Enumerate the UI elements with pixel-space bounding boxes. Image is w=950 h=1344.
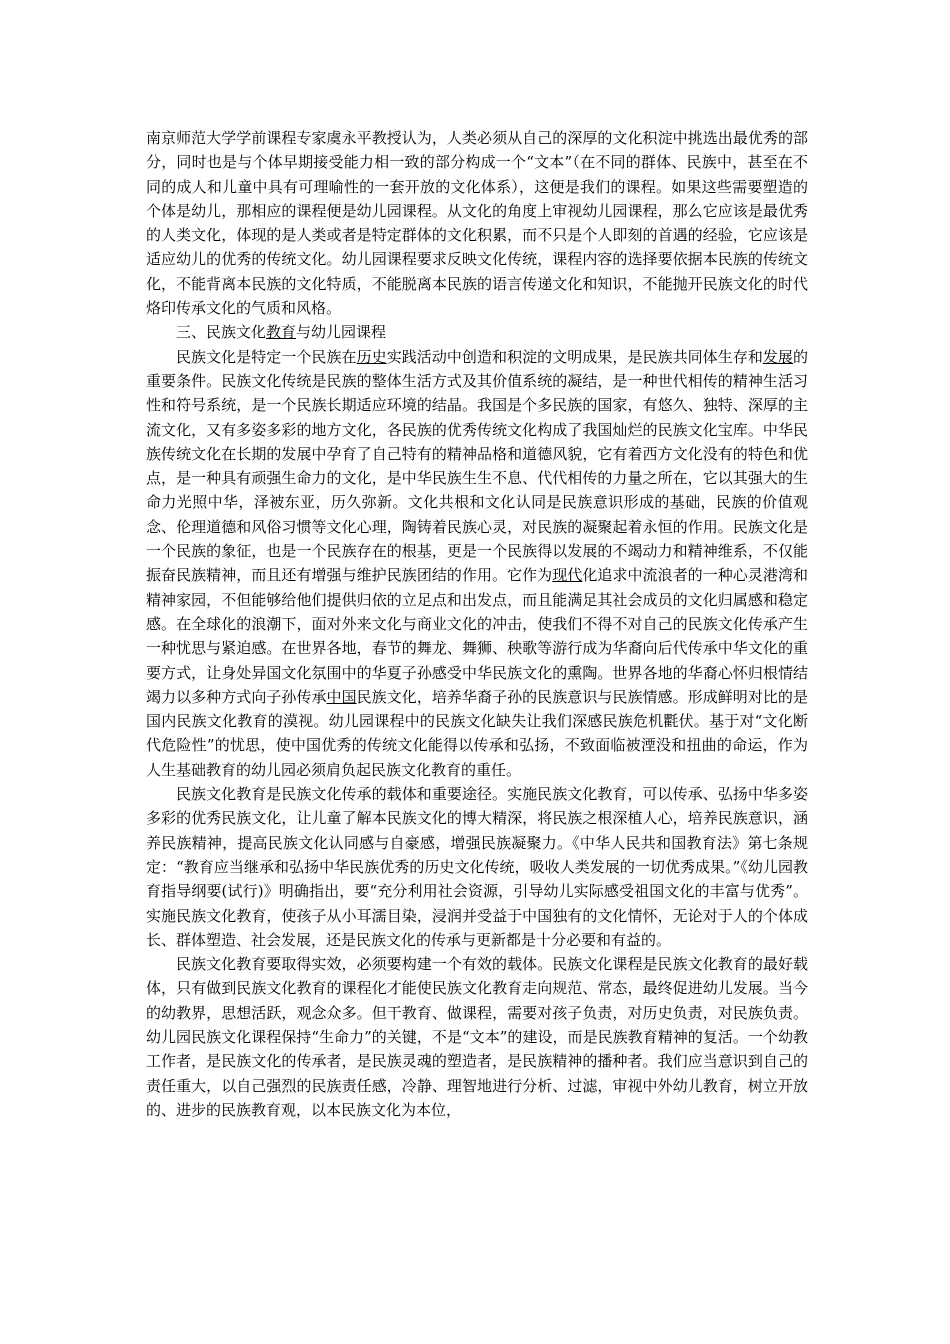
paragraph-2-text-4: 化追求中流浪者的一种心灵港湾和精神家园，不但能够给他们提供归依的立足点和出发点，而且能满足其社会成员的文化归属感和稳定感。在全球化的浪潮下，面对外来文化与商业文化的冲击，使我们不得不对自己的民族文化传承产生一种忧思与紧迫感。在世界各地，春节的舞龙、舞狮、秧歌等游行成为华裔向后代传承中华文化的重要方式，让身处异国文化氛围中的华夏子孙感受中华民族文化的熏陶。世界各地的华裔心怀归根情结竭力以多种方式向子孙传承 — [146, 566, 808, 706]
heading-text-end: 与幼儿园课程 — [296, 323, 387, 342]
link-history[interactable]: 历史 — [356, 347, 387, 366]
paragraph-4: 民族文化教育要取得实效，必须要构建一个有效的载体。民族文化课程是民族文化教育的最好载体，只有做到民族文化教育的课程化才能使民族文化教育走向规范、常态，最终促进幼儿发展。当今的幼教界，思想活跃，观念众多。但干教育、做课程，需要对孩子负责，对历史负责，对民族负责。幼儿园民族文化课程保持“生命力”的关键，不是“文本”的建设，而是民族教育精神的复活。一个幼教工作者，是民族文化的传承者，是民族灵魂的塑造者，是民族精神的播种者。我们应当意识到自己的责任重大，以自己强烈的民族责任感，冷静、理智地进行分析、过滤，审视中外幼儿教育，树立开放的、进步的民族教育观，以本民族文化为本位， — [146, 955, 808, 1119]
document-body — [146, 126, 808, 1122]
paragraph-2-text-3: 的重要条件。民族文化传统是民族的整体生活方式及其价值系统的凝结，是一种世代相传的精神生活习性和符号系统，是一个民族长期适应环境的结晶。我国是个多民族的国家，有悠久、独特、深厚的主流文化，又有多姿多彩的地方文化，各民族的优秀传统文化构成了我国灿烂的民族文化宝库。中华民族传统文化在长期的发展中孕育了自己特有的精神品格和道德风貌，它有着西方文化没有的特色和优点，是一种具有顽强生命力的文化，是中华民族生生不息、代代相传的力量之所在，它以其强大的生命力光照中华，泽被东亚，历久弥新。文化共根和文化认同是民族意识形成的基础，民族的价值观念、伦理道德和风俗习惯等文化心理，陶铸着民族心灵，对民族的凝聚起着永恒的作用。民族文化是一个民族的象征，也是一个民族存在的根基，更是一个民族得以发展的不竭动力和精神维系，不仅能振奋民族精神，而且还有增强与维护民族团结的作用。它作为 — [146, 347, 808, 585]
link-china[interactable]: 中国 — [326, 687, 357, 706]
paragraph-2 — [146, 345, 808, 782]
link-development[interactable]: 发展 — [762, 347, 793, 366]
link-modern[interactable]: 现代 — [552, 566, 583, 585]
paragraph-2-text-2: 实践活动中创造和积淀的文明成果，是民族共同体生存和 — [386, 347, 763, 366]
paragraph-2-text-1: 民族文化是特定一个民族在 — [176, 347, 357, 366]
heading-link-education[interactable]: 教育 — [266, 323, 297, 342]
paragraph-1: 南京师范大学学前课程专家虞永平教授认为，人类必须从自己的深厚的文化积淀中挑选出最优秀的部分，同时也是与个体早期接受能力相一致的部分构成一个“文本”（在不同的群体、民族中，甚至在不同的成人和儿童中具有可理喻性的一套开放的文化体系），这便是我们的课程。如果这些需要塑造的个体是幼儿，那相应的课程便是幼儿园课程。从文化的角度上审视幼儿园课程，那么它应该是最优秀的人类文化，体现的是人类或者是特定群体的文化积累，而不只是个人即刻的首遇的经验，它应该是适应幼儿的优秀的传统文化。幼儿园课程要求反映文化传统，课程内容的选择要依据本民族的传统文化，不能背离本民族的文化特质，不能脱离本民族的语言传递文化和知识，不能抛开民族文化的时代烙印传承文化的气质和风格。 — [146, 129, 808, 318]
paragraph-2-text-5: 民族文化，培养华裔子孙的民族意识与民族情感。形成鲜明对比的是国内民族文化教育的漠视。幼儿园课程中的民族文化缺失让我们深感民族危机氍伏。基于对“文化断代危险性”的忧思，使中国优秀的传统文化能得以传承和弘扬，不致面临被湮没和扭曲的命运，作为人生基础教育的幼儿园必须肩负起民族文化教育的重任。 — [146, 687, 808, 779]
heading-text-start: 三、民族文化 — [176, 323, 267, 342]
paragraph-3: 民族文化教育是民族文化传承的载体和重要途径。实施民族文化教育，可以传承、弘扬中华多姿多彩的优秀民族文化，让儿童了解本民族文化的博大精深，将民族之根深植人心，培养民族意识，涵养民族精神，提高民族文化认同感与自豪感，增强民族凝聚力。《中华人民共和国教育法》第七条规定：“教育应当继承和弘扬中华民族优秀的历史文化传统，吸收人类发展的一切优秀成果。”《幼儿园教育指导纲要(试行)》明确指出，要“充分利用社会资源，引导幼儿实际感受祖国文化的丰富与优秀”。实施民族文化教育，使孩子从小耳濡目染，浸润并受益于中国独有的文化情怀，无论对于人的个体成长、群体塑造、社会发展，还是民族文化的传承与更新都是十分必要和有益的。 — [146, 785, 808, 949]
section-heading — [146, 320, 808, 344]
